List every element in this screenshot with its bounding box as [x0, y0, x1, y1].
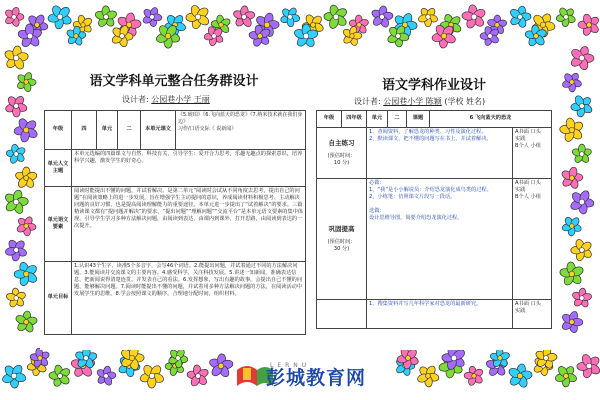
flower-icon	[4, 6, 24, 27]
flower-icon	[559, 261, 584, 286]
flower-icon	[5, 239, 28, 262]
unit-label: 单元	[97, 111, 118, 150]
homework-content: 必做： 1、“我”是小小解说员：介绍恐龙演化成鸟类的过程。 2、小练笔：仿照课文片段写一段话。 选做： 设计思维导图，简要介绍恐龙演化过程。	[367, 179, 513, 300]
flower-icon	[139, 364, 165, 389]
flower-icon	[186, 4, 211, 30]
lesson-value: 6 飞向蓝天的恐龙	[430, 111, 552, 128]
right-document	[314, 60, 554, 350]
flower-icon	[94, 6, 117, 28]
table-row	[317, 179, 552, 300]
flower-icon	[416, 365, 439, 388]
flower-icon	[16, 216, 37, 237]
unit-value: 二	[388, 111, 407, 128]
flower-icon	[561, 216, 582, 236]
table-row	[317, 128, 552, 179]
unit-label: 单元	[367, 111, 388, 128]
table-row	[317, 111, 552, 128]
flower-icon	[559, 117, 584, 143]
row-text: 阅读时能提出不懂的问题，并试着解决。是第二单元“阅读时会试从不同角度去思考，提出自己的问题”在阅读策略上的进一步发展，旨在增强学生主动提问的意识，养成阅读材料积极思考、主动解决问题的良好习惯，也是提高阅读理解能力的重要途径。本单元进一步提出了“试着解决”的要求。三篇精读课文都有“提问题并解决”的要求，“提出问题”“理解问题”“交流平台”是本单元语文要素的集中体现，引导学生学习多种方法解决问题，由阅读到表达，由课内到课外，打开思路，由阅读到表达的一次提升。	[72, 187, 306, 262]
grade-value: 四年级	[342, 111, 367, 128]
homework-content: 1、搜集资料并写几年科学家对恐龙的最新研究。	[367, 300, 513, 329]
lesson-label: 课题	[407, 111, 430, 128]
section-cell	[317, 300, 367, 329]
writing-value: 习作/口语交际《 说新闻》	[178, 125, 237, 132]
grade-label: 年级	[45, 111, 72, 150]
flower-icon	[570, 94, 593, 117]
left-task-table	[44, 110, 306, 335]
table-row	[45, 150, 306, 187]
logo-text: 彭城教育网	[266, 367, 367, 389]
flower-icon	[561, 310, 583, 333]
flower-icon	[49, 364, 72, 387]
flower-icon	[560, 166, 583, 189]
flower-icon	[6, 288, 27, 308]
flower-icon	[5, 95, 28, 117]
flower-icon	[418, 7, 439, 27]
flower-icon	[509, 5, 531, 28]
grade-label: 年级	[317, 111, 342, 128]
flower-icon	[577, 353, 600, 379]
school-label: (学校 姓名)	[444, 97, 486, 106]
flower-icon	[569, 189, 594, 214]
flower-icon	[464, 365, 484, 386]
flower-icon	[16, 72, 36, 93]
flower-icon	[142, 6, 162, 27]
flower-icon	[96, 366, 116, 387]
right-designer-name: 公园巷小学 陈颖	[383, 97, 442, 106]
flower-icon	[4, 189, 29, 215]
table-row	[45, 187, 306, 262]
left-doc-title: 语文学科单元整合任务群设计	[89, 74, 259, 89]
flower-icon	[6, 144, 26, 165]
flower-icon	[280, 7, 301, 27]
time-label: (预估时间：	[327, 153, 356, 160]
flower-icon	[578, 13, 600, 36]
left-document	[40, 60, 308, 350]
row-label: 单元人文主题	[45, 150, 72, 187]
flower-icon	[14, 261, 38, 287]
row-text: 本单元选编的四篇课文与自然、科技有关，引导学生：爱开合力思考，乐趣无趣点的探索意识，培养科学兴趣，激发学生的好奇心。	[72, 150, 306, 187]
flower-icon	[324, 4, 349, 30]
left-designer-label: 设计者:	[122, 95, 149, 104]
right-homework-table	[316, 110, 552, 329]
flower-icon	[187, 364, 210, 387]
lessons-value: 《5.琥珀》《6.飞向蓝天的恐龙》《7.纳米技术就在我们身边》	[178, 112, 303, 125]
flower-icon	[556, 7, 577, 27]
section-cell	[317, 179, 367, 300]
time-value: 10 分)	[333, 160, 350, 167]
row-label: 单元语文要素	[45, 187, 72, 262]
homework-mode: A书面 口头 实践 B个人 小组	[513, 179, 552, 300]
section-label: 巩固提高	[328, 224, 355, 233]
time-value: 30 分)	[333, 246, 350, 253]
flower-icon	[3, 45, 28, 70]
homework-content: 1、查阅资料，了解恐龙的种类、习性及演化过程。 2、默读课文，把不懂的问题写在书上，并试着解决。	[367, 128, 513, 179]
section-cell	[317, 128, 367, 179]
homework-mode: A书面 口头 实践	[513, 300, 552, 329]
row-label: 单元目标	[45, 262, 72, 335]
flower-icon	[571, 288, 592, 308]
lesson-label: 本单元课文	[141, 111, 176, 150]
flower-icon	[554, 365, 577, 387]
table-row	[317, 300, 552, 329]
flower-icon	[208, 353, 234, 378]
flower-icon	[461, 4, 486, 29]
time-label: (预估时间：	[327, 239, 356, 246]
flower-icon	[232, 6, 255, 29]
grade-value: 四	[72, 111, 97, 150]
flower-icon	[1, 363, 27, 388]
table-row	[45, 111, 306, 150]
right-designer	[354, 96, 485, 107]
left-designer-name: 公园巷小学 王丽	[151, 95, 210, 104]
flower-icon	[371, 5, 394, 28]
row-text: 1.认识43个生字，读准5个多音字，会写46个词语。2.能提出问题，并试着通过不同的方法解决问题。3.能阅读并交流课文的主要内容。4.感受科学，关注科技发展。5.讲述一知新闻，准确表达信息，把新闻说得清楚连贯。并发表自己的看法。6.发挥想象，写出有趣的故事，会提出自己不懂的问题，能够解决问题。7.阅读时能提出不懂的问题，并试着用多种方法解决问题的方法，在阅读活动中发展学生的思维。8.学会按照课文的顺序，合理地分配时间，组织材料。	[72, 262, 306, 335]
flower-icon	[571, 144, 592, 164]
flower-icon	[571, 238, 593, 261]
right-doc-title: 语文学科作业设计	[381, 78, 486, 93]
right-designer-label: 设计者:	[354, 97, 381, 106]
homework-mode: A书面 口头 实践 B个人 小组	[513, 128, 552, 179]
table-row	[45, 262, 306, 335]
unit-value: 二	[118, 111, 141, 150]
flower-icon	[47, 4, 72, 29]
flower-icon	[569, 45, 594, 71]
flower-icon	[15, 311, 38, 334]
flower-icon	[561, 72, 582, 92]
left-designer	[122, 94, 210, 105]
flower-icon	[15, 167, 38, 189]
logo-subtext: LERNU	[270, 362, 311, 369]
section-label: 自主练习	[328, 138, 355, 147]
flower-icon	[14, 117, 39, 142]
lessons-cell	[176, 111, 306, 150]
flower-icon	[507, 363, 532, 388]
